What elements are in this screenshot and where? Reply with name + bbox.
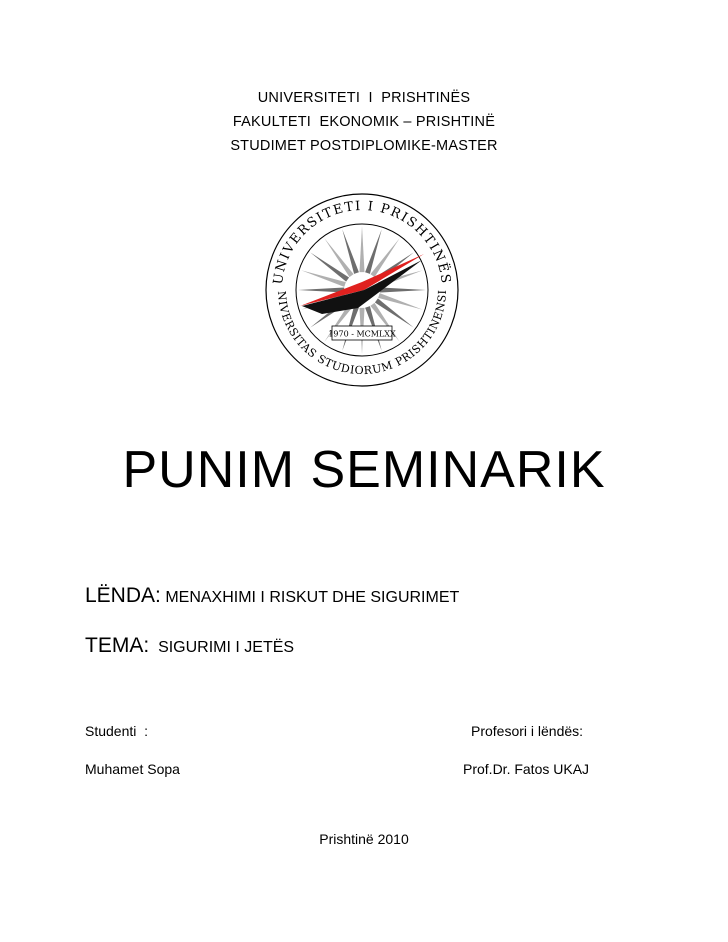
svg-text:UNIVERSITAS STUDIORUM PRISHTIN (262, 190, 449, 377)
document-title: PUNIM SEMINARIK (122, 441, 606, 499)
seal-year: 1970 - MCMLXX (328, 329, 396, 339)
course-label: LËNDA: (85, 584, 161, 607)
course-line (85, 584, 459, 608)
seal-top-text: UNIVERSITETI I PRISHTINËS (271, 198, 453, 286)
place-and-year: Prishtinë 2010 (319, 831, 409, 847)
course-value: MENAXHIMI I RISKUT DHE SIGURIMET (165, 589, 460, 606)
student-name: Muhamet Sopa (85, 761, 180, 777)
seal-ray (380, 287, 426, 292)
university-seal-logo (262, 190, 462, 390)
topic-value: SIGURIMI I JETËS (158, 639, 295, 656)
seal-ray (359, 226, 364, 272)
faculty-name: FAKULTETI EKONOMIK – PRISHTINË (232, 114, 496, 130)
professor-name: Prof.Dr. Fatos UKAJ (463, 761, 590, 777)
university-name: UNIVERSITETI I PRISHTINËS (257, 90, 471, 106)
program-name: STUDIMET POSTDIPLOMIKE-MASTER (230, 138, 498, 154)
student-label: Studenti : (85, 723, 149, 739)
professor-label: Profesori i lëndës: (471, 723, 584, 739)
topic-line (85, 634, 294, 658)
institution-header (0, 86, 728, 158)
topic-label: TEMA: (85, 634, 150, 657)
seal-bottom-text: NIVERSITAS STUDIORUM PRISHTINENSI (274, 289, 450, 378)
